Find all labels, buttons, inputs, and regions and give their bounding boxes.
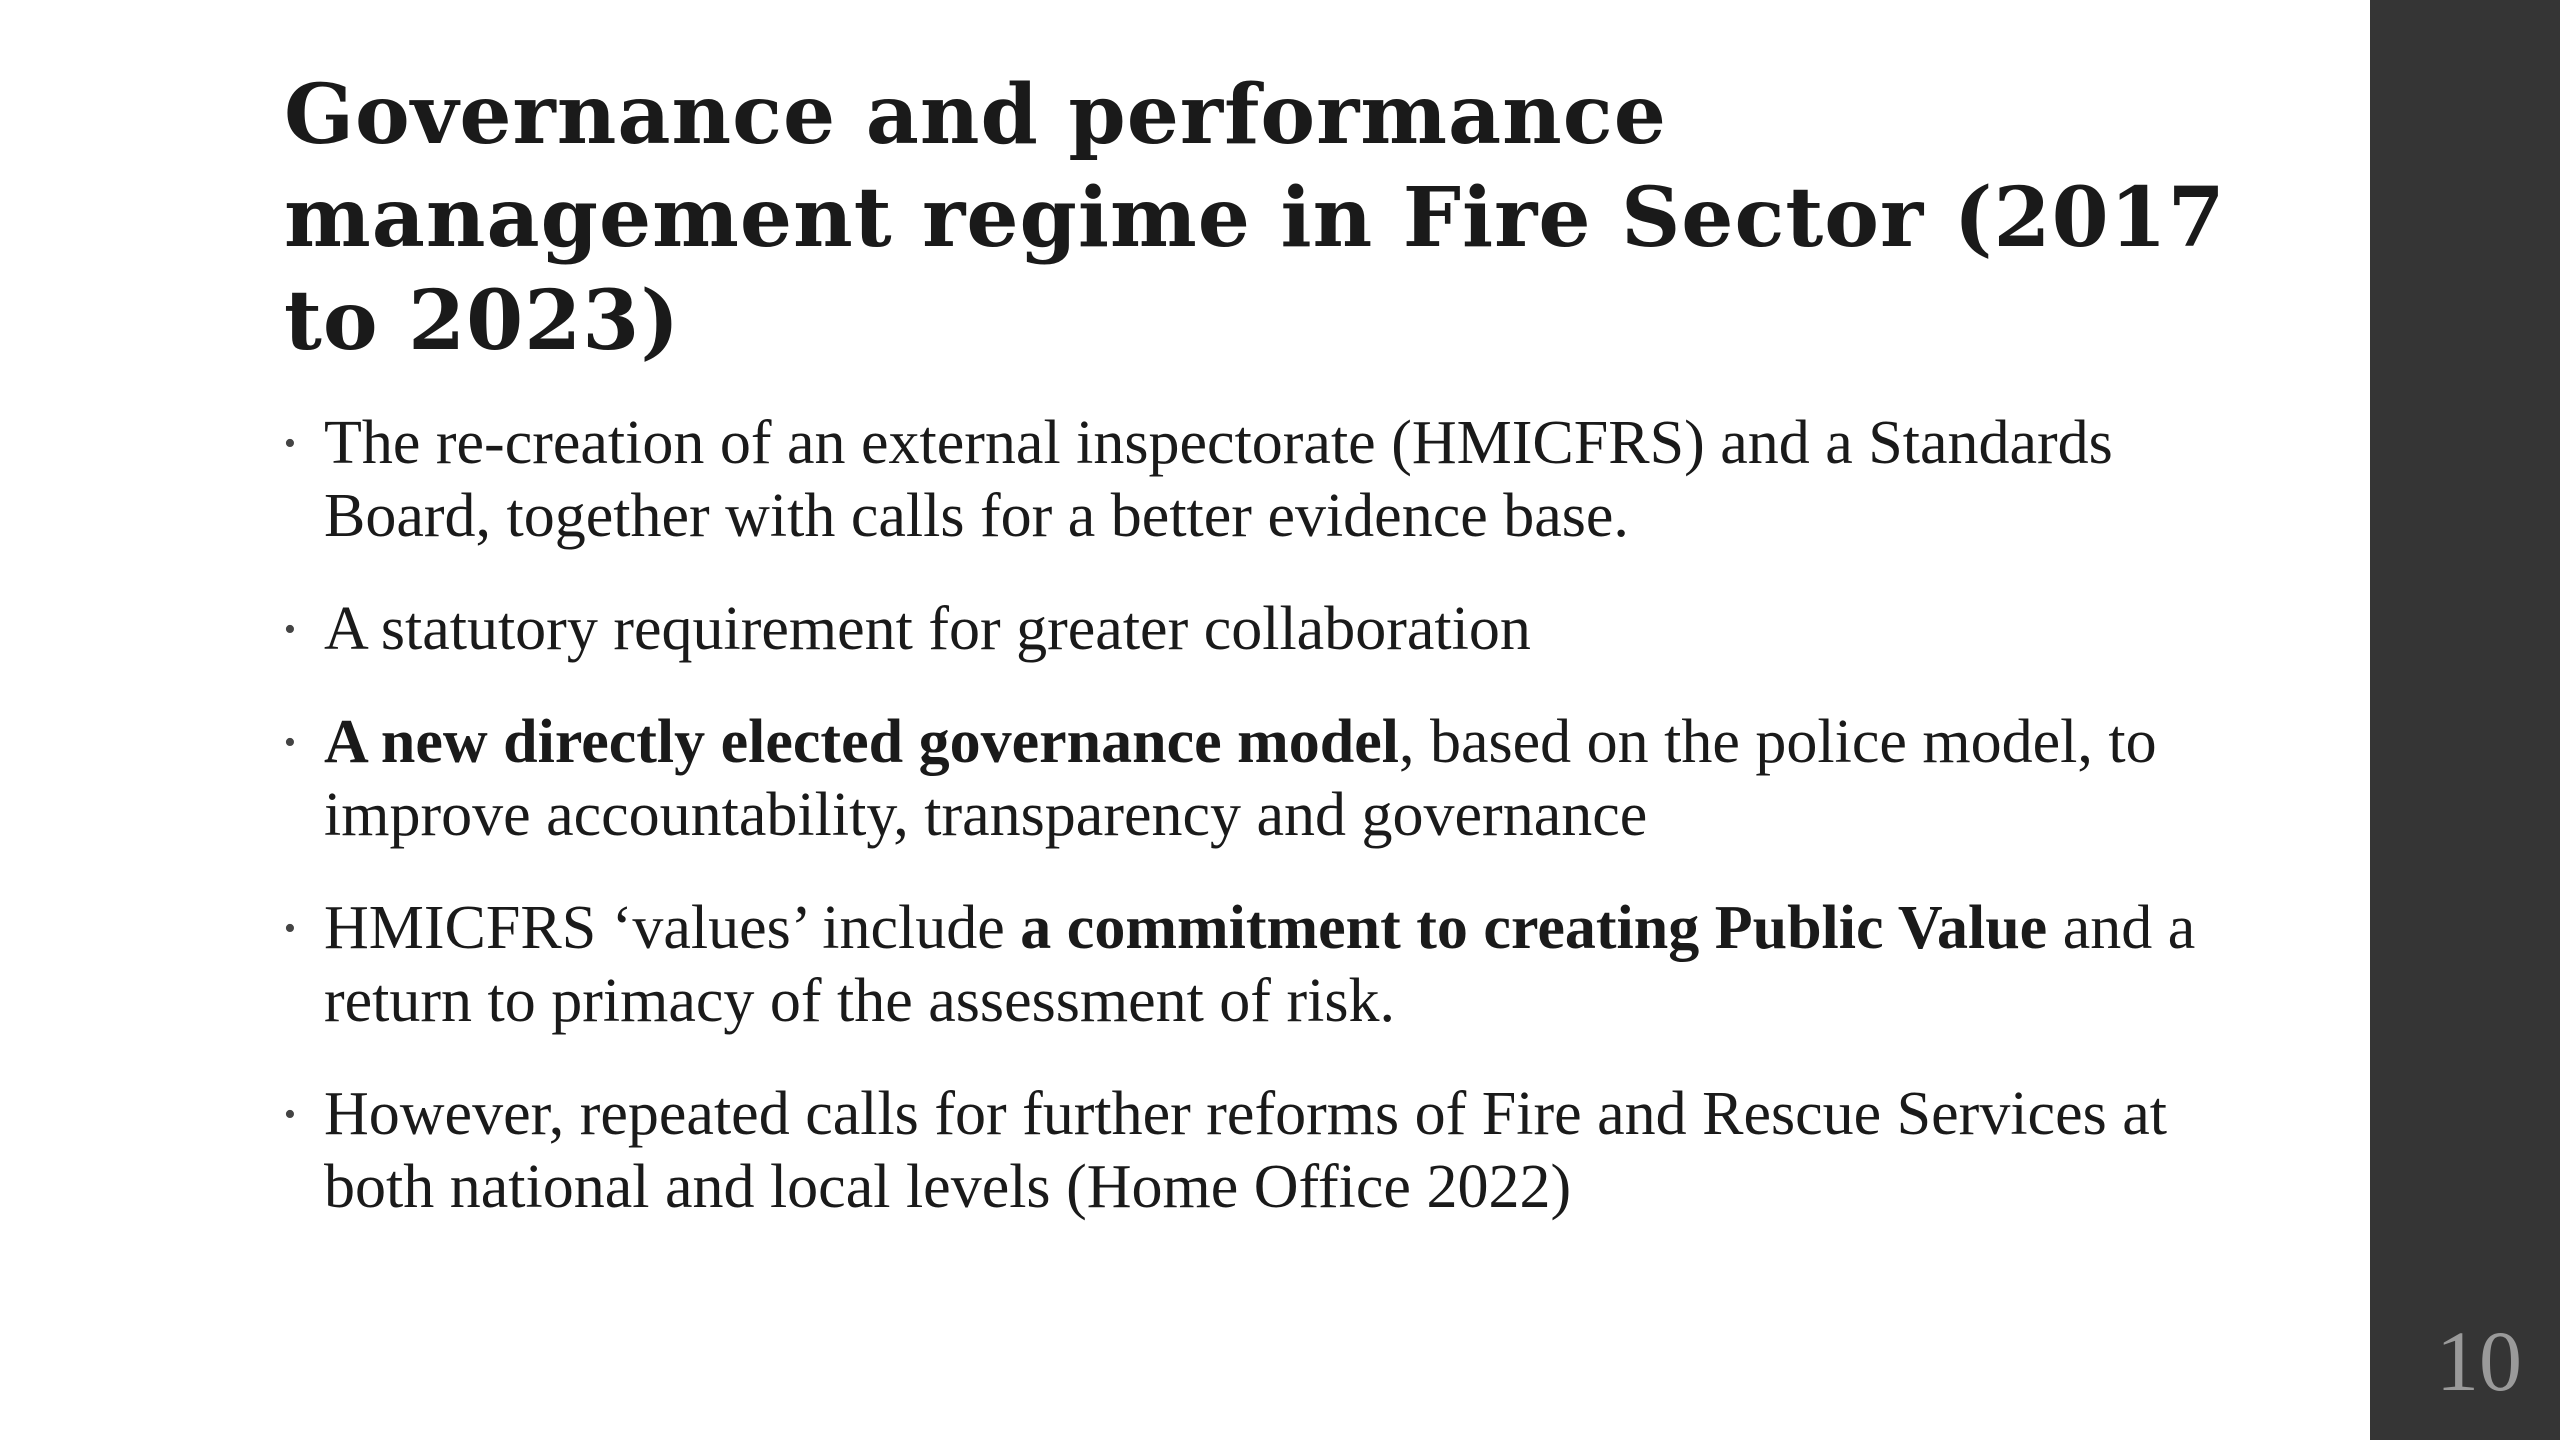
bullet-text-segment: The re-creation of an external inspectorate (HMICFRS) and a Standards Board, together with calls for a better evidence base. xyxy=(324,409,2113,550)
bullet-text-bold-segment: a commitment to creating Public Value xyxy=(1020,894,2048,962)
bullet-marker: • xyxy=(284,724,296,761)
bullet-text xyxy=(324,409,2113,550)
bullet-item xyxy=(284,593,2264,666)
bullet-marker: • xyxy=(284,1096,296,1133)
bullet-text-segment: HMICFRS ‘values’ include xyxy=(324,894,1021,962)
bullet-list xyxy=(284,407,2264,1224)
bullet-marker: • xyxy=(284,910,296,947)
bullet-text-bold-segment: A new directly elected governance model xyxy=(324,708,1399,776)
bullet-marker: • xyxy=(284,425,296,462)
bullet-text xyxy=(324,595,1531,663)
bullet-text-segment: However, repeated calls for further reforms of Fire and Rescue Services at both national and local levels (Home Office 2022) xyxy=(324,1080,2167,1221)
slide-content xyxy=(284,64,2264,1264)
side-panel xyxy=(2370,0,2560,1440)
bullet-text xyxy=(324,894,2195,1035)
bullet-item xyxy=(284,892,2264,1038)
bullet-item xyxy=(284,407,2264,553)
bullet-text-segment: A statutory requirement for greater collaboration xyxy=(324,595,1531,663)
bullet-text xyxy=(324,708,2157,849)
bullet-item xyxy=(284,706,2264,852)
slide-title: Governance and performance management regime in Fire Sector (2017 to 2023) xyxy=(284,67,2226,369)
bullet-text-segment: , based on the police model, to improve accountability, transparency and governance xyxy=(324,708,2157,849)
bullet-marker: • xyxy=(284,611,296,648)
bullet-item xyxy=(284,1078,2264,1224)
page-number: 10 xyxy=(2436,1313,2522,1409)
bullet-text-segment: and a return to primacy of the assessment of risk. xyxy=(324,894,2196,1035)
bullet-text xyxy=(324,1080,2167,1221)
